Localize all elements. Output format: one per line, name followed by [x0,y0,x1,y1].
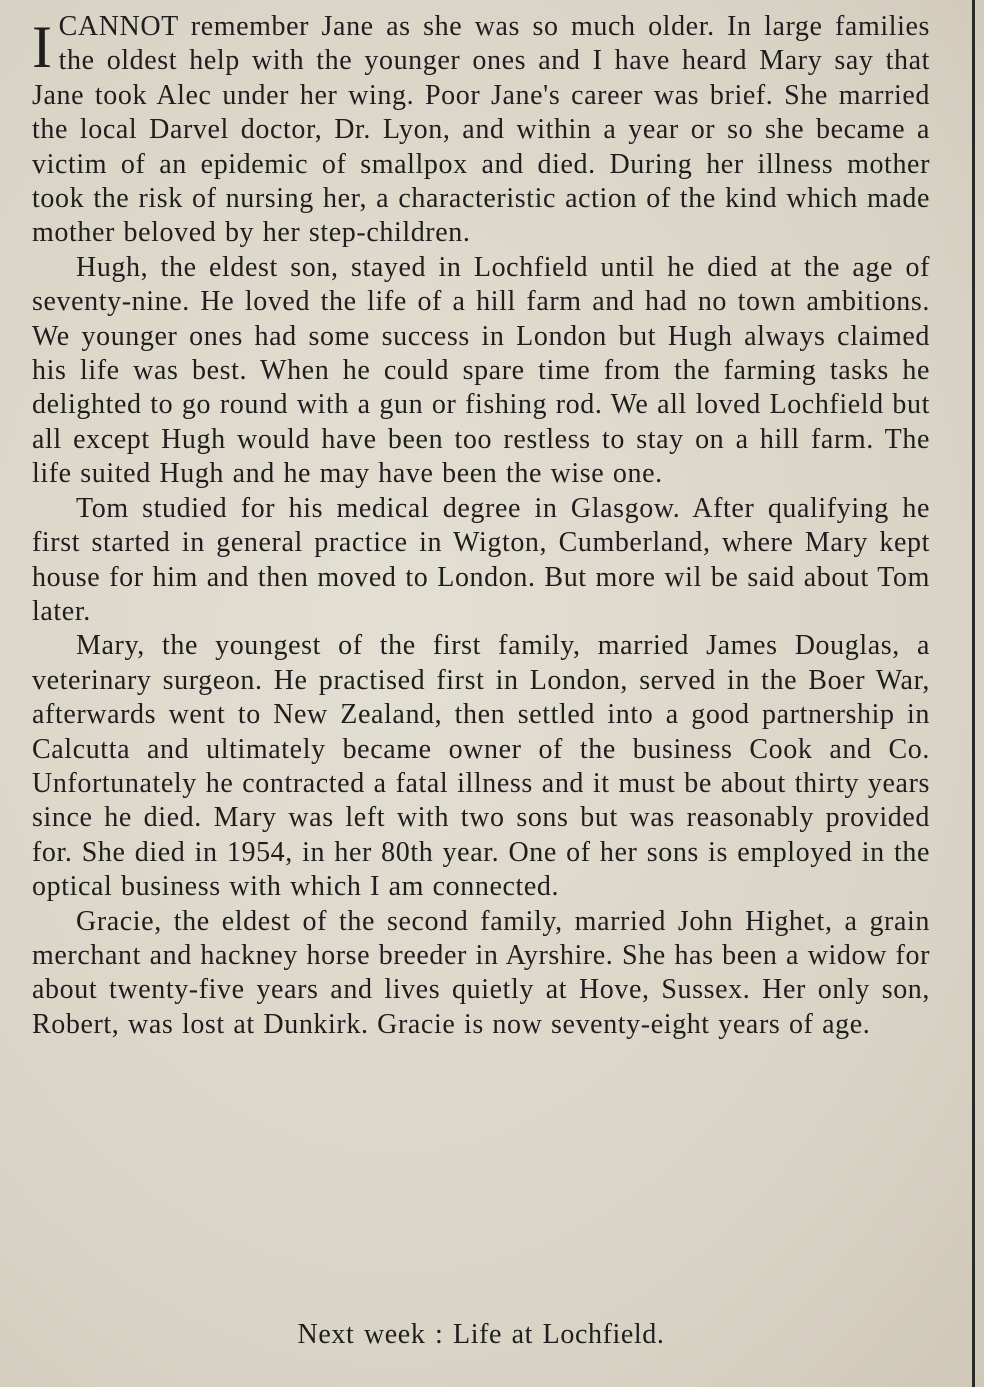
next-week-teaser: Next week : Life at Lochfield. [297,1319,665,1350]
paragraph-tom: Tom studied for his medical degree in Glasgow. After qualifying he first started in general practice in Wigton, Cumberland, where Mary kept house for him and then moved to London. But more wil be said about Tom later. [32,492,930,627]
paragraph-gracie: Gracie, the eldest of the second family, married John Highet, a grain merchant and hackney horse breeder in Ayrshire. She has been a widow for about twenty-five years and lives quietly at Hove, Sussex. Her only son, Robert, was lost at Dunkirk. Gracie is now seventy-eight years of age. [32,905,930,1040]
paragraph-hugh: Hugh, the eldest son, stayed in Lochfield until he died at the age of seventy-nine. He loved the life of a hill farm and had no town ambitions. We younger ones had some success in London but Hugh always claimed his life was best. When he could spare time from the farming tasks he delighted to go round with a gun or fishing rod. We all loved Lochfield but all except Hugh would have been too restless to stay on a hill farm. The life suited Hugh and he may have been the wise one. [32,251,930,490]
paragraph-mary: Mary, the youngest of the first family, married James Douglas, a veterinary surgeon. He practised first in London, served in the Boer War, afterwards went to New Zealand, then settled into a good partnership in Calcutta and ultimately became owner of the business Cook and Co. Unfortunately he contracted a fatal illness and it must be about thirty years since he died. Mary was left with two sons but was reasonably provided for. She died in 1954, in her 80th year. One of her sons is employed in the optical business with which I am connected. [32,630,930,903]
column-rule [972,0,975,1387]
paragraph-jane: ICANNOT remember Jane as she was so much older. In large families the oldest help with the younger ones and I have heard Mary say that Jane took Alec under her wing. Poor Jane's career was brief. She married the local Darvel doctor, Dr. Lyon, and within a year or so she became a victim of an epidemic of smallpox and died. During her illness mother took the risk of nursing her, a characteristic action of the kind which made mother beloved by her step-children. [32,11,930,249]
article-body [32,10,930,1042]
